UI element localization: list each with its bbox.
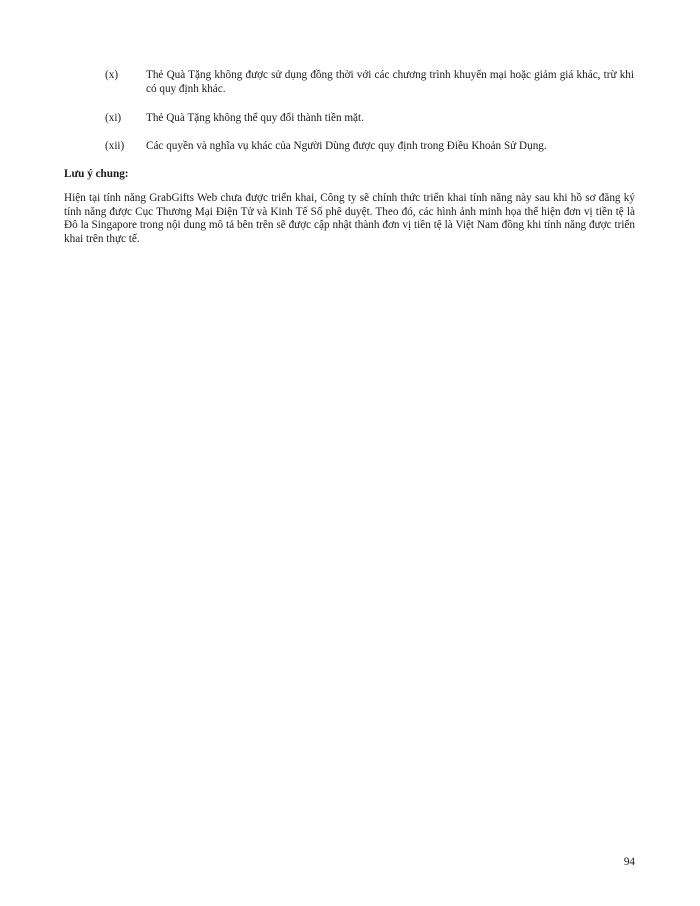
list-item bbox=[105, 139, 635, 155]
list-item-text: Thẻ Quà Tặng không được sử dụng đồng thời với các chương trình khuyến mại hoặc giảm giá khác, trừ khi có quy định khác. bbox=[146, 69, 634, 95]
general-note-paragraph: Hiện tại tính năng GrabGifts Web chưa được triển khai, Công ty sẽ chính thức triển khai tính năng này sau khi hồ sơ đăng ký tính năng được Cục Thương Mại Điện Tử và Kinh Tế Số phê duyệt. Theo đó, các hình ảnh minh họa thể hiện đơn vị tiền tệ là Đô la Singapore trong nội dung mô tả bên trên sẽ được cập nhật thành đơn vị tiền tệ là Việt Nam đồng khi tính năng được triển khai trên thực tế. bbox=[64, 192, 635, 245]
list-item bbox=[105, 111, 635, 127]
list-item-text: Thẻ Quà Tặng không thể quy đổi thành tiền mặt. bbox=[146, 112, 364, 124]
list-item-number: (xi) bbox=[105, 112, 122, 124]
list-item-text: Các quyền và nghĩa vụ khác của Người Dùng được quy định trong Điều Khoản Sử Dụng. bbox=[146, 140, 547, 152]
general-note-heading: Lưu ý chung: bbox=[64, 168, 129, 180]
page-number: 94 bbox=[623, 856, 635, 868]
list-item-number: (x) bbox=[105, 69, 119, 81]
list-item-number: (xii) bbox=[105, 140, 125, 152]
list-item bbox=[105, 68, 635, 98]
